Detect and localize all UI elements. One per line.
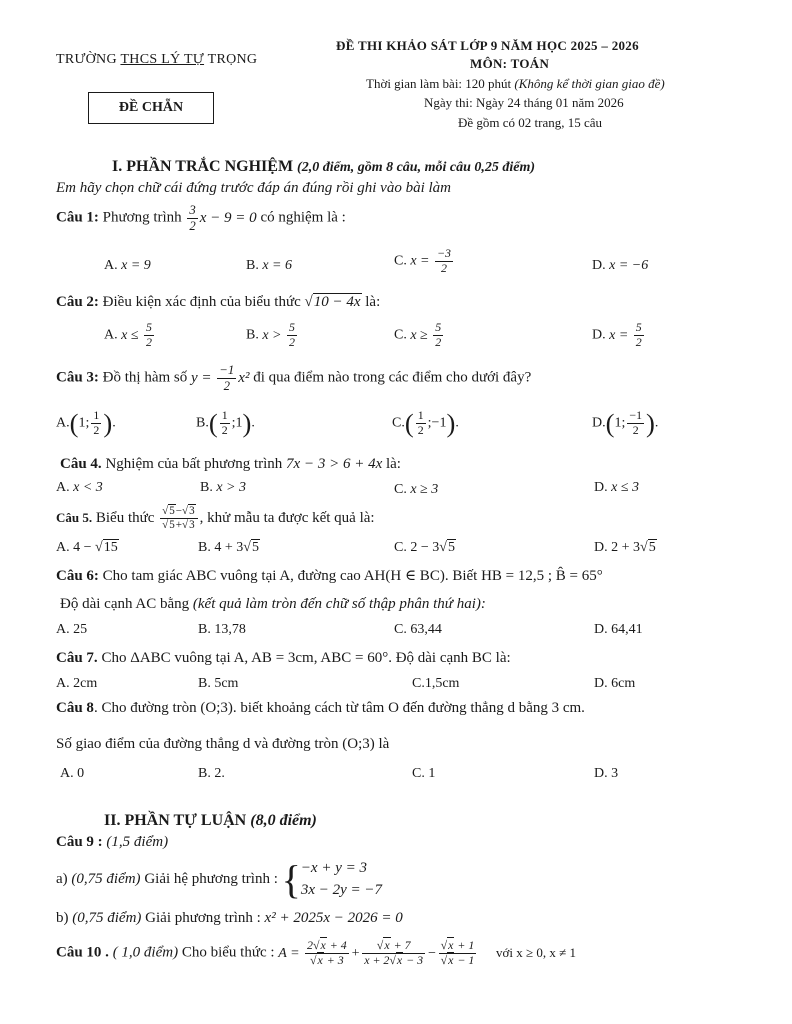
- time-note: (Không kể thời gian giao đề): [514, 76, 665, 91]
- school-underlined: THCS LÝ TỰ: [120, 52, 205, 67]
- question-2: [56, 294, 380, 311]
- question-label: Câu 2:: [56, 294, 99, 310]
- system-brace: {: [281, 856, 301, 902]
- q1-option-c[interactable]: C. x = $\frac{-3}{2}$: [394, 246, 451, 275]
- question-text: Giải hệ phương trình :: [144, 871, 278, 888]
- question-label: Câu 7.: [56, 650, 98, 666]
- q4-option-d[interactable]: D. x ≤ 3: [594, 480, 640, 495]
- q2-option-c[interactable]: C. x ≥ $\frac{5}{2}$: [394, 320, 442, 349]
- q7-option-a[interactable]: A. 2cm: [56, 676, 98, 691]
- q1-option-d[interactable]: D. x = −6: [592, 258, 649, 273]
- question-text: Số giao điểm của đường thẳng d và đường tròn (O;3) là: [56, 736, 390, 752]
- equation-2: 3x − 2y = −7: [300, 881, 382, 898]
- equation: $\frac{3}{2}$ x − 9 = 0: [189, 203, 257, 233]
- question-label: Câu 3:: [56, 369, 99, 386]
- question-note: (0,75 điểm): [71, 871, 141, 888]
- equation-1: −x + y = 3: [300, 860, 367, 876]
- question-text: . Cho đường tròn (O;3). biết khoảng cách từ tâm O đến đường thẳng d bằng 3 cm.: [93, 700, 585, 716]
- section1-instruction: Em hãy chọn chữ cái đứng trước đáp án đúng rồi ghi vào bài làm: [56, 180, 452, 196]
- question-7: [56, 650, 511, 667]
- question-text-end: có nghiệm là :: [260, 209, 346, 226]
- q6-option-d[interactable]: D. 64,41: [594, 622, 643, 637]
- q1-option-b[interactable]: B. x = 6: [246, 258, 293, 273]
- exam-time: [366, 76, 665, 92]
- section1-heading: I. PHẦN TRẮC NGHIỆM: [112, 158, 294, 175]
- school-prefix: TRƯỜNG: [56, 52, 121, 67]
- question-5: [56, 506, 375, 531]
- q1-option-a[interactable]: A. x = 9: [104, 258, 151, 273]
- question-8: [56, 700, 585, 717]
- q7-option-c[interactable]: C.1,5cm: [412, 676, 460, 691]
- q4-option-a[interactable]: A. x < 3: [56, 480, 103, 495]
- inequality: 7x − 3 > 6 + 4x: [286, 456, 383, 472]
- expression-a: A = $\frac{2√x + 4}{√x + 3}$ + $\frac{√x + 7}{x + 2√x - 3}$ − $\frac{√x + 1}{√x - 1}$: [278, 938, 475, 967]
- question-9a: a) (0,75 điểm) Giải hệ phương trình : {−x + y = 3 3x − 2y = −7: [56, 856, 382, 902]
- question-text-end: là:: [365, 294, 381, 310]
- question-text: Biểu thức: [95, 509, 155, 526]
- section2-note: (8,0 điểm): [250, 812, 317, 829]
- q3-option-a[interactable]: A.(1; $\frac{1}{2}$ ).: [56, 408, 116, 439]
- question-text-end: đi qua điểm nào trong các điểm cho dưới đây?: [253, 369, 532, 386]
- section2-heading: II. PHẦN TỰ LUẬN: [104, 812, 247, 829]
- q6-option-c[interactable]: C. 63,44: [394, 622, 442, 637]
- q3-option-c[interactable]: C.( $\frac{1}{2}$ ;−1).: [392, 408, 459, 439]
- q4-option-b[interactable]: B. x > 3: [200, 480, 247, 495]
- question-text-end: , khử mẫu ta được kết quả là:: [199, 509, 375, 526]
- question-note: (kết quả làm tròn đến chữ số thập phân thứ hai):: [192, 596, 486, 612]
- q8-option-c[interactable]: C. 1: [412, 766, 436, 781]
- exam-title: ĐỀ THI KHẢO SÁT LỚP 9 NĂM HỌC 2025 – 2026: [336, 38, 639, 53]
- question-label: Câu 6:: [56, 568, 99, 584]
- q7-option-b[interactable]: B. 5cm: [198, 676, 239, 691]
- question-text: Giải phương trình :: [145, 910, 261, 926]
- question-text: Phương trình: [102, 209, 182, 226]
- question-9: [56, 834, 168, 851]
- question-text: Cho biểu thức :: [181, 944, 275, 961]
- question-note: ( 1,0 điểm): [112, 944, 179, 961]
- question-8-line2: [56, 736, 389, 753]
- question-label: Câu 5.: [56, 509, 93, 525]
- q7-option-d[interactable]: D. 6cm: [594, 676, 636, 691]
- school-name: [56, 52, 257, 68]
- q6-option-b[interactable]: B. 13,78: [198, 622, 246, 637]
- question-text: Đồ thị hàm số: [102, 369, 188, 386]
- question-4: [60, 456, 401, 473]
- equation-system: [301, 858, 382, 902]
- condition: với x ≥ 0, x ≠ 1: [496, 944, 577, 960]
- function: y = $\frac{-1}{2}$ x²: [191, 363, 250, 393]
- page-count: Đề gồm có 02 trang, 15 câu: [458, 115, 603, 130]
- q8-option-b[interactable]: B. 2.: [198, 766, 225, 781]
- q4-option-c[interactable]: C. x ≥ 3: [394, 482, 439, 497]
- equation: x² + 2025x − 2026 = 0: [264, 910, 403, 926]
- q8-option-a[interactable]: A. 0: [60, 766, 85, 781]
- q5-option-c[interactable]: C. 2 − 3√5: [394, 540, 455, 555]
- question-text: Điều kiện xác định của biểu thức: [102, 294, 301, 310]
- question-label: Câu 8: [56, 700, 94, 716]
- question-6: [56, 566, 603, 585]
- q6-option-a[interactable]: A. 25: [56, 622, 88, 637]
- expression: $\frac{√5-√3}{√5+√3}$: [160, 506, 197, 531]
- q5-option-a[interactable]: A. 4 − √15: [56, 540, 118, 555]
- q2-option-b[interactable]: B. x > $\frac{5}{2}$: [246, 320, 295, 349]
- q2-option-a[interactable]: A. x ≤ $\frac{5}{2}$: [104, 320, 152, 349]
- school-suffix: TRỌNG: [204, 52, 258, 67]
- question-text: Nghiệm của bất phương trình: [105, 456, 283, 472]
- question-10: [56, 940, 576, 967]
- q5-option-b[interactable]: B. 4 + 3√5: [198, 540, 259, 555]
- question-9b: b) (0,75 điểm) Giải phương trình : x² + 2025x − 2026 = 0: [56, 910, 403, 926]
- exam-code-box: ĐỀ CHẴN: [88, 92, 214, 124]
- section2-title: [104, 812, 317, 830]
- section1-note: (2,0 điểm, gồm 8 câu, mỗi câu 0,25 điểm): [297, 160, 536, 175]
- question-text: Cho tam giác ABC vuông tại A, đường cao AH(H ∈ BC). Biết HB = 12,5 ; B̂ = 65°: [102, 568, 603, 584]
- question-note: (1,5 điểm): [106, 834, 169, 850]
- q8-option-d[interactable]: D. 3: [594, 766, 619, 781]
- q3-option-d[interactable]: D.(1; $\frac{-1}{2}$ ).: [592, 408, 659, 439]
- q5-option-d[interactable]: D. 2 + 3√5: [594, 540, 656, 555]
- section1-title: [112, 158, 535, 176]
- question-6-line2: [60, 596, 486, 613]
- question-label: Câu 1:: [56, 209, 99, 226]
- q2-option-d[interactable]: D. x = $\frac{5}{2}$: [592, 320, 642, 349]
- question-3: [56, 364, 531, 393]
- question-text-end: là:: [385, 456, 401, 472]
- question-label: Câu 4.: [60, 456, 102, 472]
- q3-option-b[interactable]: B.( $\frac{1}{2}$ ;1).: [196, 408, 255, 439]
- question-text: Độ dài cạnh AC bằng: [60, 596, 190, 612]
- question-1: [56, 204, 346, 233]
- question-note: (0,75 điểm): [72, 910, 142, 926]
- subject: MÔN: TOÁN: [470, 56, 550, 71]
- exam-date: Ngày thi: Ngày 24 tháng 01 năm 2026: [424, 95, 624, 110]
- question-label: Câu 10 .: [56, 944, 109, 961]
- question-text: Cho ΔABC vuông tại A, AB = 3cm, ABC = 60°. Độ dài cạnh BC là:: [101, 650, 511, 666]
- time-text: Thời gian làm bài: 120 phút: [366, 76, 512, 91]
- question-label: Câu 9 :: [56, 834, 103, 850]
- expression: √10 − 4x: [304, 294, 361, 310]
